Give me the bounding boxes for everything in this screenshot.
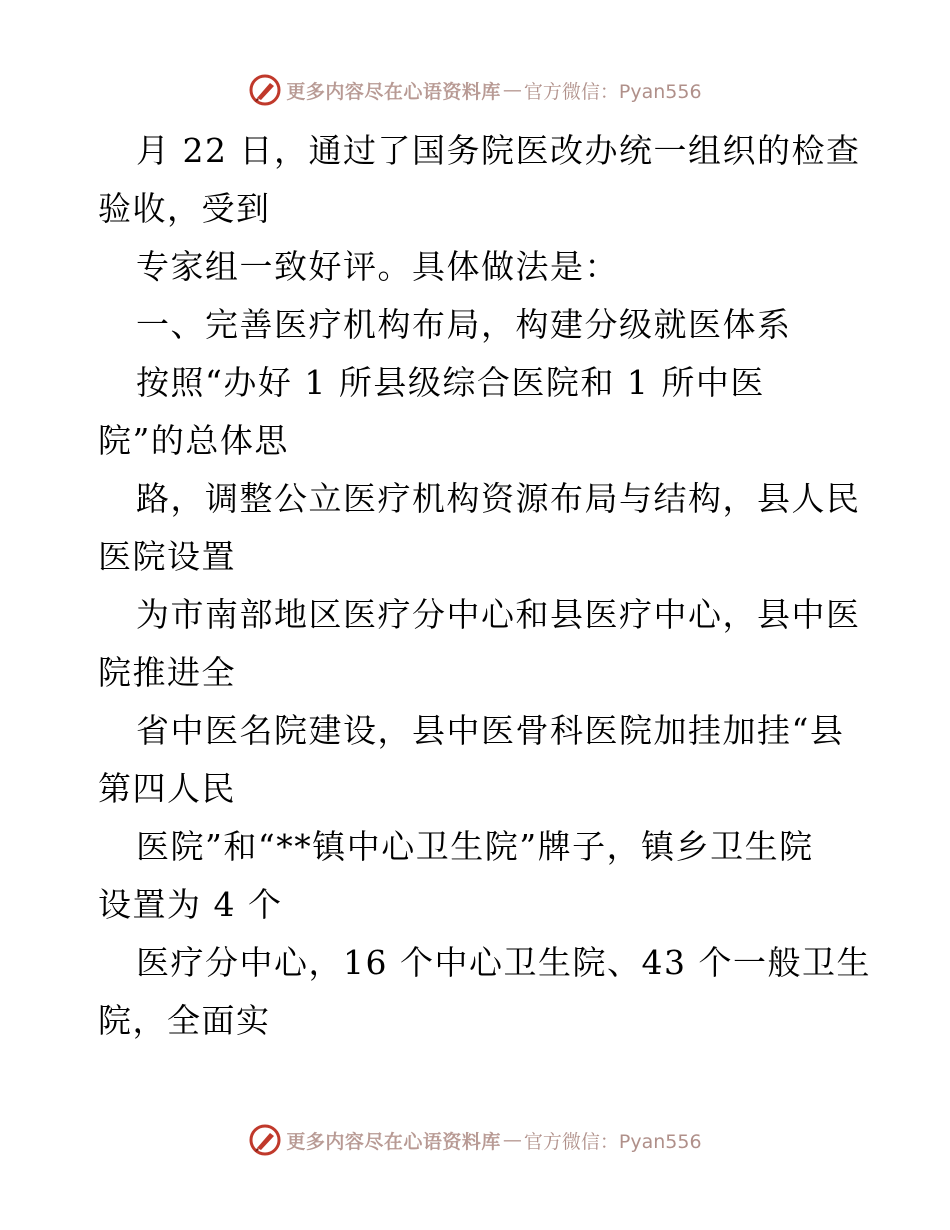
text-line: 院”的总体思 [98, 421, 289, 460]
watermark-contact: 官方微信：Pyan556 [523, 1130, 702, 1153]
text-line: 专家组一致好评。具体做法是： [136, 247, 619, 286]
header-watermark [0, 70, 950, 110]
text-line: 路，调整公立医疗机构资源布局与结构，县人民 [136, 479, 861, 518]
watermark-dash: — [502, 79, 522, 101]
text-line: 医院”和“**镇中心卫生院”牌子，镇乡卫生院 [136, 827, 814, 866]
text-line: 验收，受到 [98, 189, 271, 228]
text-line: 为市南部地区医疗分中心和县医疗中心，县中医 [136, 595, 861, 634]
footer-watermark [0, 1120, 950, 1160]
section-heading: 一、完善医疗机构布局，构建分级就医体系 [136, 305, 792, 344]
text-line: 医院设置 [98, 537, 236, 576]
text-line: 院推进全 [98, 653, 236, 692]
pen-logo-icon [248, 73, 282, 107]
text-line: 省中医名院建设，县中医骨科医院加挂加挂“县 [136, 711, 845, 750]
text-line: 院，全面实 [98, 1001, 271, 1040]
watermark-title: 更多内容尽在心语资料库 [286, 1130, 501, 1153]
text-line: 第四人民 [98, 769, 236, 808]
text-line: 设置为 4 个 [98, 885, 283, 924]
watermark-title: 更多内容尽在心语资料库 [286, 80, 501, 103]
text-line: 月 22 日，通过了国务院医改办统一组织的检查 [136, 131, 861, 170]
text-line: 按照“办好 1 所县级综合医院和 1 所中医 [136, 363, 765, 402]
watermark-dash: — [502, 1129, 522, 1151]
pen-logo-icon [248, 1123, 282, 1157]
document-body [98, 122, 871, 1050]
text-line: 医疗分中心，16 个中心卫生院、43 个一般卫生 [136, 943, 871, 982]
watermark-contact: 官方微信：Pyan556 [523, 80, 702, 103]
